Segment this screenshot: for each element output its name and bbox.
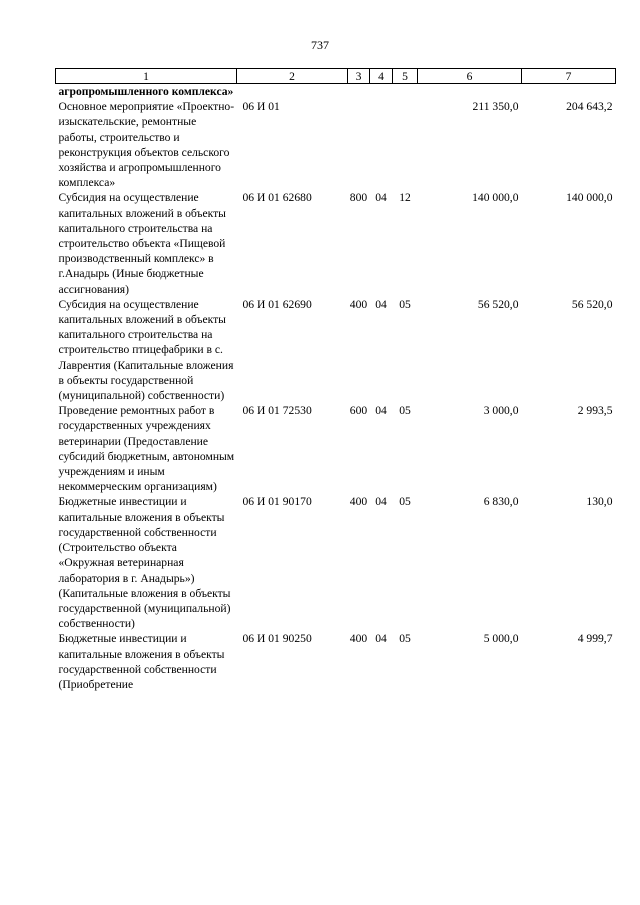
expense-type-cell: 400 bbox=[349, 297, 368, 311]
section-cell: 04 bbox=[375, 632, 387, 646]
section-cell bbox=[370, 99, 393, 190]
table-row bbox=[56, 494, 616, 631]
code-cell: 06 И 01 90170 bbox=[242, 495, 312, 509]
name-cell: Бюджетные инвестиции и капитальные вложения в объекты государственной собственности (Приобретение bbox=[58, 632, 225, 691]
planned-amount-cell bbox=[418, 84, 522, 100]
actual-amount-cell: 130,0 bbox=[586, 495, 613, 509]
code-cell: 06 И 01 72530 bbox=[242, 404, 312, 418]
table-row bbox=[56, 631, 616, 692]
expense-type-cell: 600 bbox=[349, 404, 368, 418]
planned-amount-cell: 56 520,0 bbox=[477, 297, 519, 311]
actual-amount-cell: 2 993,5 bbox=[577, 404, 613, 418]
header-cell: 2 bbox=[237, 69, 348, 84]
actual-amount-cell: 140 000,0 bbox=[566, 191, 613, 205]
code-cell: 06 И 01 90250 bbox=[242, 632, 312, 646]
planned-amount-cell: 140 000,0 bbox=[472, 191, 519, 205]
subsection-cell: 05 bbox=[399, 297, 411, 311]
planned-amount-cell: 211 350,0 bbox=[472, 100, 519, 114]
table-row bbox=[56, 99, 616, 190]
code-cell: 06 И 01 bbox=[242, 100, 280, 114]
expense-type-cell bbox=[348, 99, 370, 190]
subsection-cell: 05 bbox=[399, 495, 411, 509]
actual-amount-cell: 204 643,2 bbox=[566, 100, 613, 114]
name-cell: агропромышленного комплекса» bbox=[58, 85, 234, 98]
table-row bbox=[56, 190, 616, 296]
table-row bbox=[56, 403, 616, 494]
code-cell bbox=[237, 84, 348, 100]
subsection-cell bbox=[393, 84, 418, 100]
code-cell: 06 И 01 62690 bbox=[242, 297, 312, 311]
section-cell bbox=[370, 84, 393, 100]
expense-type-cell bbox=[348, 84, 370, 100]
name-cell: Проведение ремонтных работ в государственных учреждениях ветеринарии (Предоставление субсидий бюджетным, автономным учреждениям и иным некоммерческим организациям) bbox=[58, 404, 235, 494]
budget-table bbox=[55, 68, 616, 692]
name-cell: Бюджетные инвестиции и капитальные вложения в объекты государственной собственности (Строительство объекта «Окружная ветеринарная лаборатория в г. Анадырь») (Капитальные вложения в объекты государственной (муниципальной) собственности) bbox=[58, 495, 231, 631]
table-row bbox=[56, 297, 616, 403]
actual-amount-cell: 4 999,7 bbox=[577, 632, 613, 646]
name-cell: Субсидия на осуществление капитальных вложений в объекты капитального строительства на строительство объекта «Пищевой производственный комплекс» в г.Анадырь (Иные бюджетные ассигнования) bbox=[58, 191, 226, 296]
header-row bbox=[56, 69, 616, 84]
expense-type-cell: 400 bbox=[349, 632, 368, 646]
header-cell: 5 bbox=[393, 69, 418, 84]
header-cell: 1 bbox=[56, 69, 237, 84]
subsection-cell: 12 bbox=[399, 191, 411, 205]
page-number: 737 bbox=[311, 38, 329, 52]
planned-amount-cell: 6 830,0 bbox=[483, 495, 519, 509]
header-cell: 4 bbox=[370, 69, 393, 84]
actual-amount-cell bbox=[522, 84, 616, 100]
subsection-cell: 05 bbox=[399, 404, 411, 418]
planned-amount-cell: 3 000,0 bbox=[483, 404, 519, 418]
expense-type-cell: 800 bbox=[349, 191, 368, 205]
section-cell: 04 bbox=[375, 297, 387, 311]
header-cell: 7 bbox=[522, 69, 616, 84]
section-cell: 04 bbox=[375, 495, 387, 509]
table-row bbox=[56, 84, 616, 100]
expense-type-cell: 400 bbox=[349, 495, 368, 509]
subsection-cell: 05 bbox=[399, 632, 411, 646]
name-cell: Субсидия на осуществление капитальных вложений в объекты капитального строительства на строительство птицефабрики в с. Лаврентия (Капитальные вложения в объекты государственной (муниципальной) собственности) bbox=[58, 297, 234, 403]
section-cell: 04 bbox=[375, 191, 387, 205]
header-cell: 3 bbox=[348, 69, 370, 84]
table-body bbox=[56, 84, 616, 693]
section-cell: 04 bbox=[375, 404, 387, 418]
name-cell: Основное мероприятие «Проектно-изыскательские, ремонтные работы, строительство и реконструкция объектов сельского хозяйства и агропромышленного комплекса» bbox=[58, 100, 235, 190]
header-cell: 6 bbox=[418, 69, 522, 84]
code-cell: 06 И 01 62680 bbox=[242, 191, 312, 205]
actual-amount-cell: 56 520,0 bbox=[571, 297, 613, 311]
planned-amount-cell: 5 000,0 bbox=[483, 632, 519, 646]
subsection-cell bbox=[393, 99, 418, 190]
